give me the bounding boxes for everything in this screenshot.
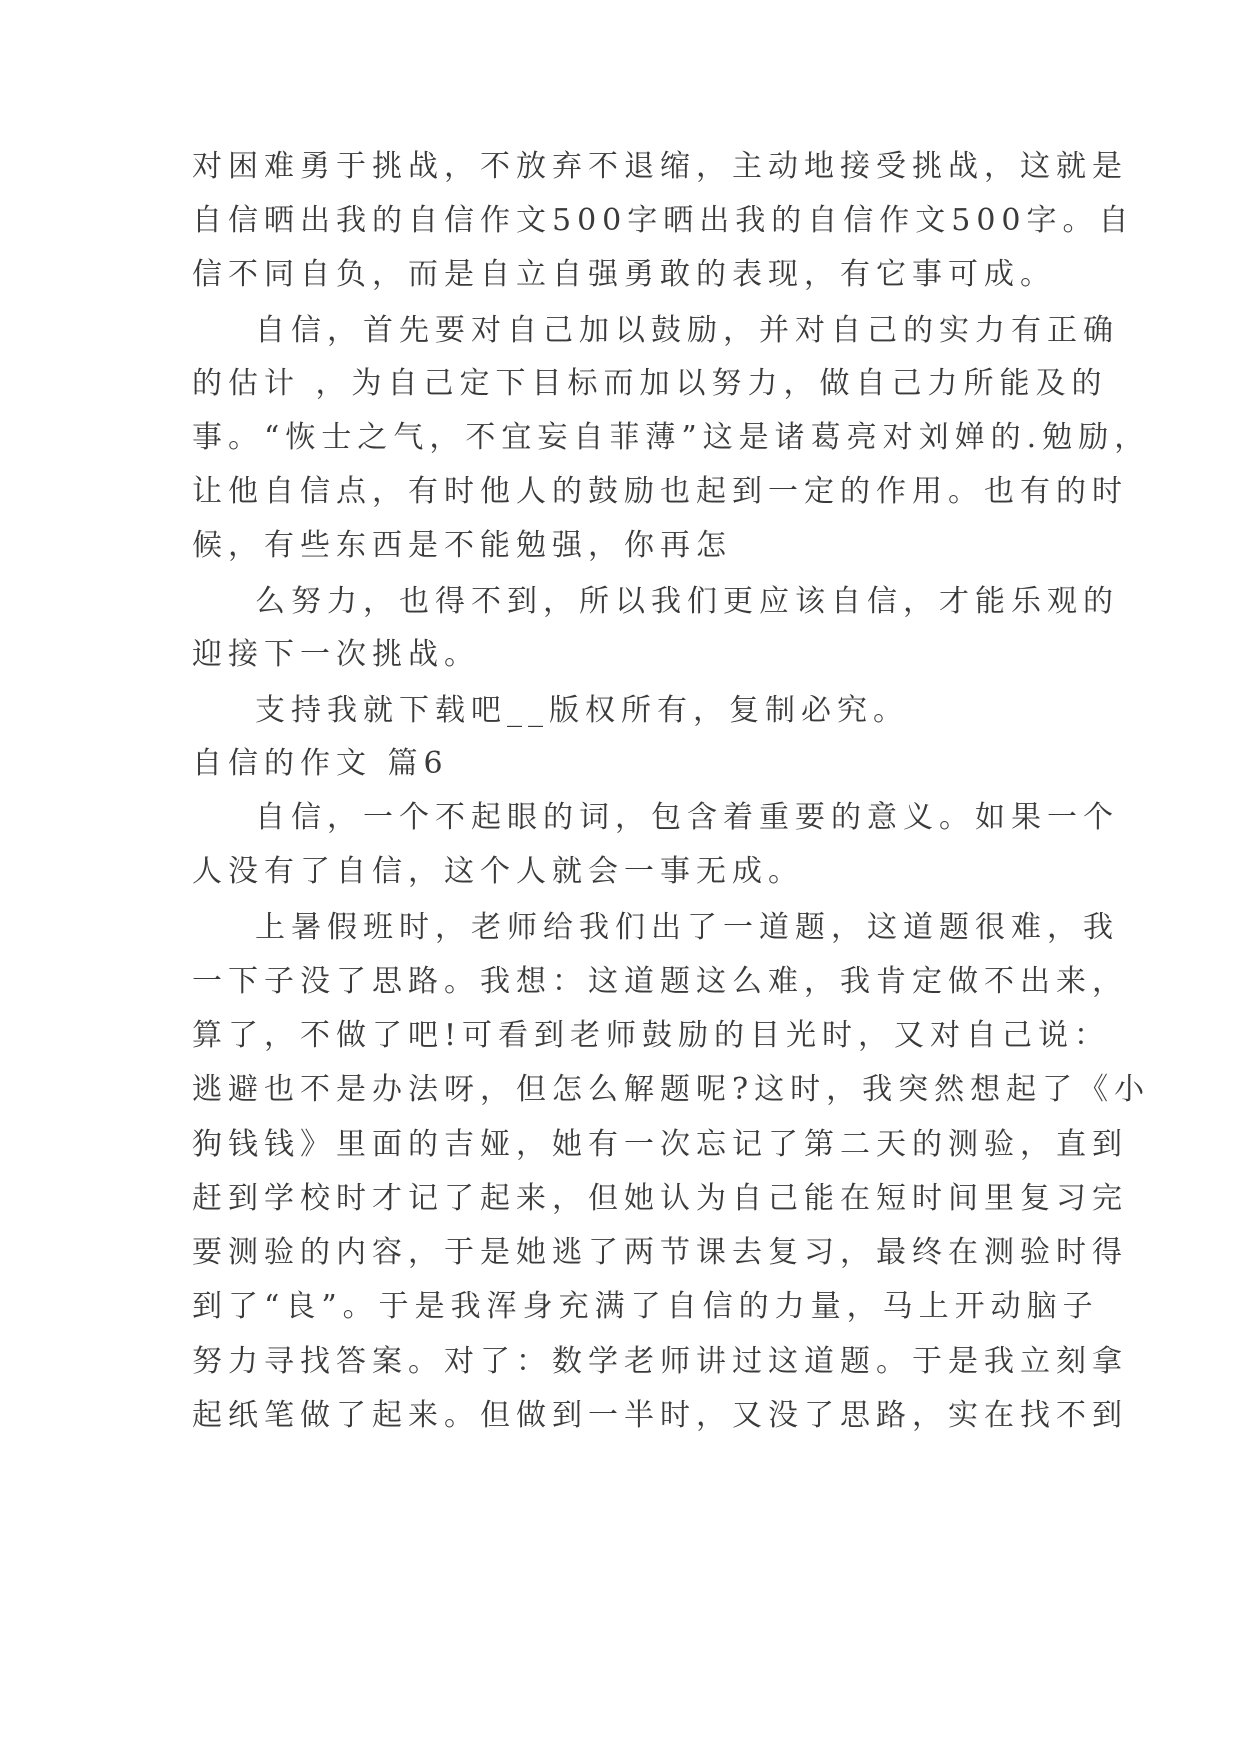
body-text-line: 到了“良”。于是我浑身充满了自信的力量，马上开动脑子 bbox=[192, 1289, 1099, 1324]
body-text-line: 对困难勇于挑战，不放弃不退缩，主动地接受挑战，这就是 bbox=[192, 149, 1128, 184]
body-text-line: 让他自信点，有时他人的鼓励也起到一定的作用。也有的时 bbox=[192, 474, 1128, 509]
body-text-line: 的估计 ，为自己定下目标而加以努力，做自己力所能及的 bbox=[192, 366, 1108, 401]
body-text-line: 事。“恢士之气，不宜妄自菲薄”这是诸葛亮对刘婵的.勉励， bbox=[192, 420, 1151, 455]
copyright-note: 支持我就下载吧__版权所有，复制必究。 bbox=[255, 693, 909, 728]
body-text-line: 自信晒出我的自信作文500字晒出我的自信作文500字。自 bbox=[192, 203, 1135, 238]
body-text-line: 赶到学校时才记了起来，但她认为自己能在短时间里复习完 bbox=[192, 1181, 1128, 1216]
paragraph-start-line: 自信，首先要对自己加以鼓励，并对自己的实力有正确 bbox=[255, 313, 1119, 348]
body-text-line: 狗钱钱》里面的吉娅，她有一次忘记了第二天的测验，直到 bbox=[192, 1127, 1128, 1162]
body-text-line: 迎接下一次挑战。 bbox=[192, 637, 480, 672]
body-text-line: 努力寻找答案。对了：数学老师讲过这道题。于是我立刻拿 bbox=[192, 1344, 1128, 1379]
body-text-line: 要测验的内容，于是她逃了两节课去复习，最终在测验时得 bbox=[192, 1235, 1128, 1270]
paragraph-start-line: 上暑假班时，老师给我们出了一道题，这道题很难，我 bbox=[255, 910, 1119, 945]
paragraph-start-line: 自信，一个不起眼的词，包含着重要的意义。如果一个 bbox=[255, 800, 1119, 835]
paragraph-start-line: 么努力，也得不到，所以我们更应该自信，才能乐观的 bbox=[255, 584, 1119, 619]
body-text-line: 算了，不做了吧!可看到老师鼓励的目光时，又对自己说： bbox=[192, 1018, 1111, 1053]
body-text-line: 信不同自负，而是自立自强勇敢的表现，有它事可成。 bbox=[192, 257, 1056, 292]
body-text-line: 候，有些东西是不能勉强，你再怎 bbox=[192, 528, 732, 563]
body-text-line: 起纸笔做了起来。但做到一半时，又没了思路，实在找不到 bbox=[192, 1398, 1128, 1433]
body-text-line: 逃避也不是办法呀，但怎么解题呢?这时，我突然想起了《小 bbox=[192, 1072, 1151, 1107]
section-heading: 自信的作文 篇6 bbox=[192, 746, 449, 781]
body-text-line: 一下子没了思路。我想：这道题这么难，我肯定做不出来， bbox=[192, 964, 1128, 999]
body-text-line: 人没有了自信，这个人就会一事无成。 bbox=[192, 854, 804, 889]
